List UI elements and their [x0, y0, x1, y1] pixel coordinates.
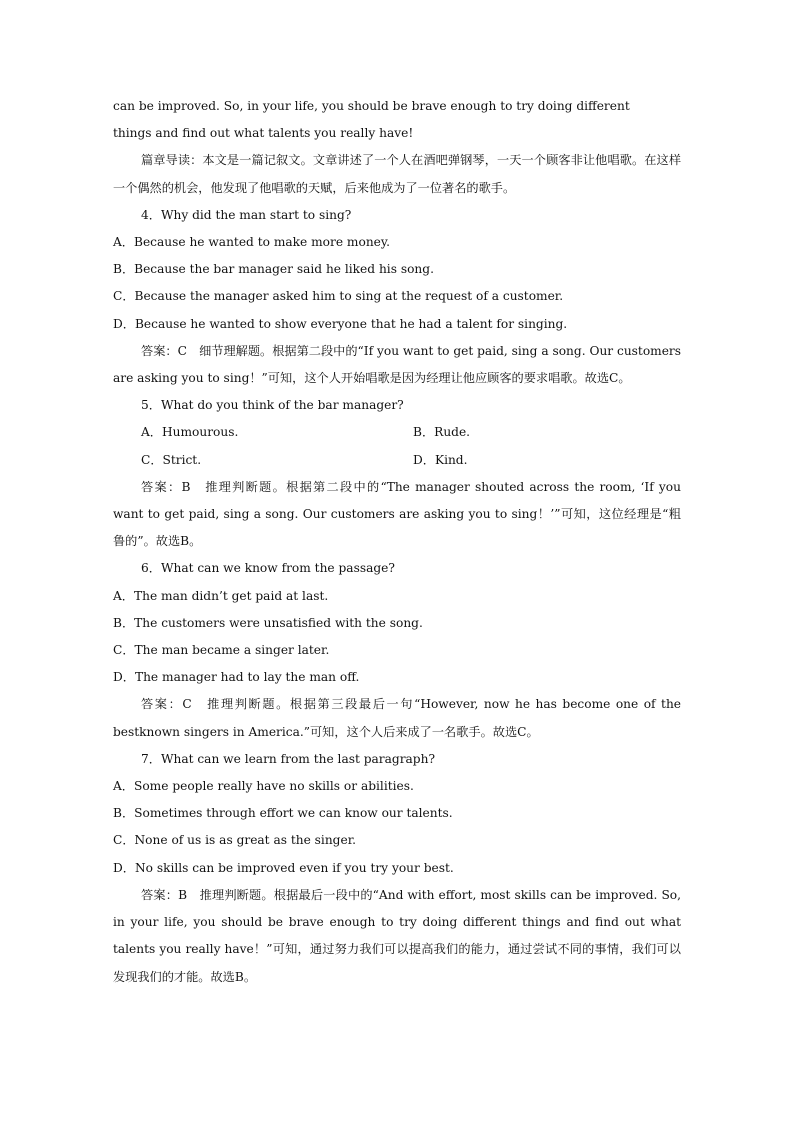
- question-5-option-d: D．Kind.: [413, 452, 468, 467]
- question-6-option-a: A．The man didn’t get paid at last.: [113, 588, 329, 603]
- answer-explanation: C 推理判断题。根据第三段最后一句“However, now he has become one of the bestknown singers in America.”可知，这个人后来成了一名歌手。故选C。: [113, 697, 682, 739]
- answer-label: 答案：: [141, 697, 183, 712]
- question-5-options-row-2: [113, 447, 681, 474]
- question-4-stem: 4．Why did the man start to sing?: [141, 207, 352, 222]
- guide-label: 篇章导读：: [141, 153, 203, 168]
- question-4-option-b: B．Because the bar manager said he liked his song.: [113, 262, 434, 277]
- guide-text: 本文是一篇记叙文。文章讲述了一个人在酒吧弹钢琴，一天一个顾客非让他唱歌。在这样一个偶然的机会，他发现了他唱歌的天赋，后来他成为了一位著名的歌手。: [113, 153, 682, 195]
- question-5-option-a: A．Humourous.: [141, 425, 239, 440]
- question-7-option-d: D．No skills can be improved even if you try your best.: [113, 860, 454, 875]
- question-6-option-b: B．The customers were unsatisfied with the song.: [113, 615, 423, 630]
- question-7-stem: 7．What can we learn from the last paragraph?: [141, 751, 435, 766]
- question-5-option-c: C．Strict.: [141, 452, 202, 467]
- question-6-option-c: C．The man became a singer later.: [113, 643, 330, 658]
- question-7-option-c: C．None of us is as great as the singer.: [113, 833, 357, 848]
- question-6-option-d: D．The manager had to lay the man off.: [113, 670, 360, 685]
- answer-explanation: B 推理判断题。根据最后一段中的“And with effort, most skills can be improved. So, in your life, you should be brave enough to try doing different things and find out what talents you really have！”可知，通过努力我们可以提高我们的能力，通过尝试不同的事情，我们可以发现我们的才能。故选B。: [113, 887, 681, 984]
- question-5-stem: 5．What do you think of the bar manager?: [141, 398, 404, 413]
- question-7-answer: [113, 882, 681, 991]
- question-4-answer: [113, 338, 681, 392]
- question-4-option-c: C．Because the manager asked him to sing at the request of a customer.: [113, 289, 564, 304]
- answer-label: 答案：: [141, 479, 182, 494]
- question-5-option-b: B．Rude.: [413, 425, 471, 440]
- question-4-option-a: A．Because he wanted to make more money.: [113, 235, 391, 250]
- question-7-option-a: A．Some people really have no skills or abilities.: [113, 779, 414, 794]
- answer-explanation: C 细节理解题。根据第二段中的“If you want to get paid, sing a song. Our customers are asking you to sing！”可知，这个人开始唱歌是因为经理让他应顾客的要求唱歌。故选C。: [113, 343, 682, 386]
- passage-tail-line-2: things and find out what talents you really have!: [113, 126, 414, 141]
- passage-tail-line-1: can be improved. So, in your life, you should be brave enough to try doing different: [113, 99, 630, 113]
- question-5-answer: [113, 474, 681, 556]
- question-7-option-b: B．Sometimes through effort we can know our talents.: [113, 806, 453, 821]
- answer-label: 答案：: [141, 887, 179, 902]
- question-4-option-d: D．Because he wanted to show everyone that he had a talent for singing.: [113, 316, 568, 331]
- question-5-options-row-1: [113, 419, 681, 446]
- question-6-stem: 6．What can we know from the passage?: [141, 561, 395, 576]
- question-6-answer: [113, 691, 681, 745]
- answer-label: 答案：: [141, 343, 178, 358]
- document-body: [113, 93, 681, 991]
- answer-explanation: B 推理判断题。根据第二段中的“The manager shouted across the room, ‘If you want to get paid, sing a song. Our customers are asking you to sing！’”可知，这位经理是“粗鲁的”。故选B。: [113, 479, 681, 549]
- guide-paragraph: [113, 147, 681, 201]
